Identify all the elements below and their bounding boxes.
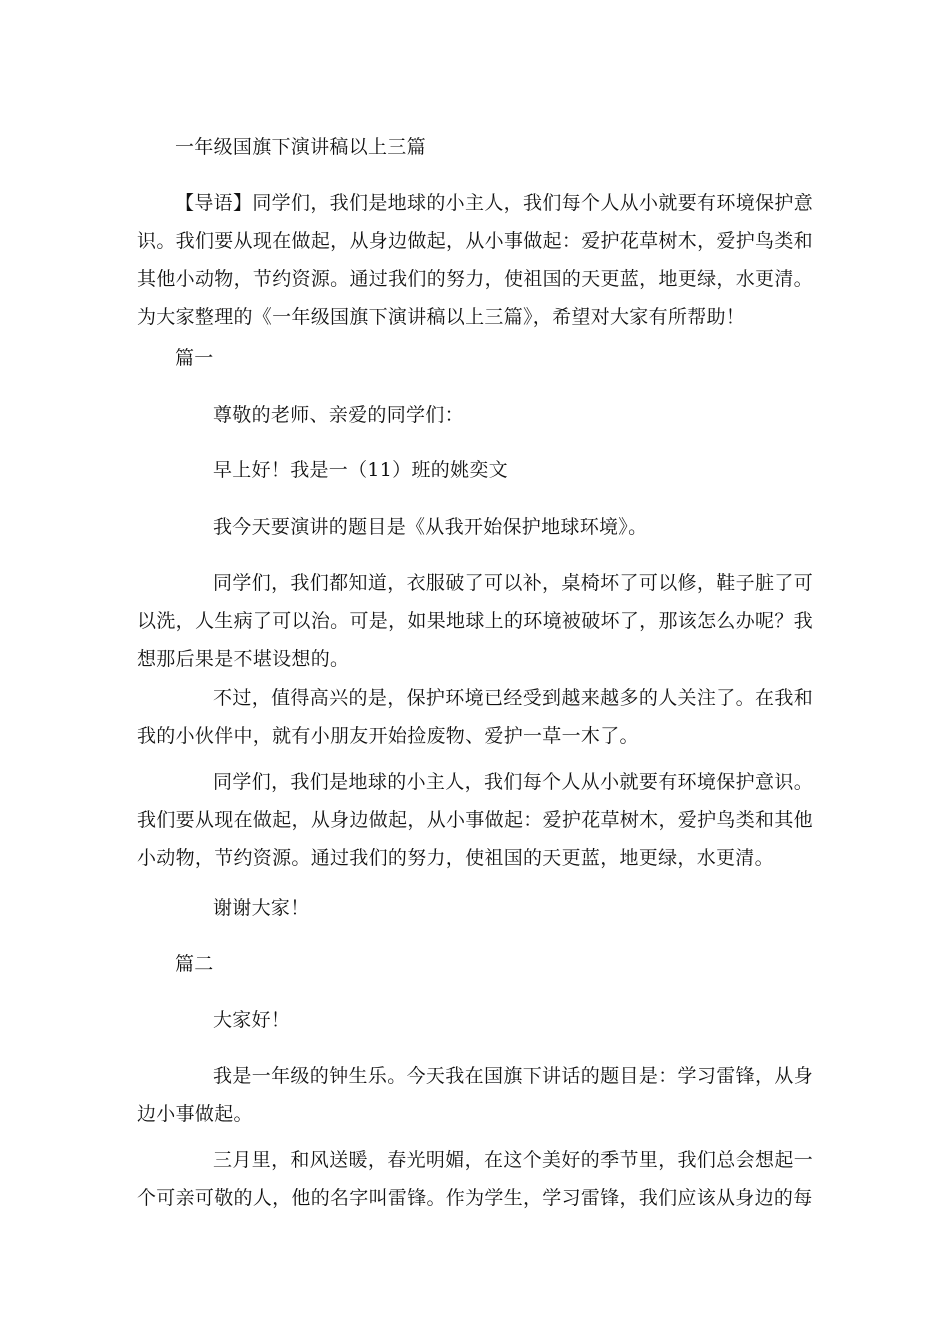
section1-paragraph-5: 同学们，我们是地球的小主人，我们每个人从小就要有环境保护意识。我们要从现在做起，从身边做起，从小事做起：爱护花草树木，爱护鸟类和其他小动物，节约资源。通过我们的努力，使祖国的天更蓝，地更绿，水更清。	[137, 771, 813, 869]
section1-paragraph-1: 早上好！我是一（11）班的姚奕文	[213, 459, 508, 481]
section1-paragraph-4: 不过，值得高兴的是，保护环境已经受到越来越多的人关注了。在我和我的小伙伴中，就有小朋友开始捡废物、爱护一草一木了。	[137, 687, 813, 747]
section1-paragraph-3: 同学们，我们都知道，衣服破了可以补，桌椅坏了可以修，鞋子脏了可以洗，人生病了可以治。可是，如果地球上的环境被破坏了，那该怎么办呢？我想那后果是不堪设想的。	[137, 572, 813, 670]
document-title: 一年级国旗下演讲稿以上三篇	[175, 136, 426, 158]
section2-greeting: 大家好！	[213, 1009, 291, 1031]
section1-greeting: 尊敬的老师、亲爱的同学们：	[213, 404, 464, 426]
intro-paragraph: 【导语】同学们，我们是地球的小主人，我们每个人从小就要有环境保护意识。我们要从现在做起，从身边做起，从小事做起：爱护花草树木，爱护鸟类和其他小动物，节约资源。通过我们的努力，使祖国的天更蓝，地更绿，水更清。为大家整理的《一年级国旗下演讲稿以上三篇》，希望对大家有所帮助！	[137, 192, 813, 328]
section2-heading: 篇二	[175, 953, 214, 975]
section2-paragraph-1: 我是一年级的钟生乐。今天我在国旗下讲话的题目是：学习雷锋，从身边小事做起。	[137, 1065, 813, 1125]
section1-closing: 谢谢大家！	[213, 897, 310, 919]
section1-heading: 篇一	[175, 347, 214, 369]
section2-paragraph-2: 三月里，和风送暖，春光明媚，在这个美好的季节里，我们总会想起一个可亲可敬的人，他的名字叫雷锋。作为学生，学习雷锋，我们应该从身边的每	[137, 1149, 813, 1209]
section1-paragraph-2: 我今天要演讲的题目是《从我开始保护地球环境》。	[213, 516, 648, 538]
